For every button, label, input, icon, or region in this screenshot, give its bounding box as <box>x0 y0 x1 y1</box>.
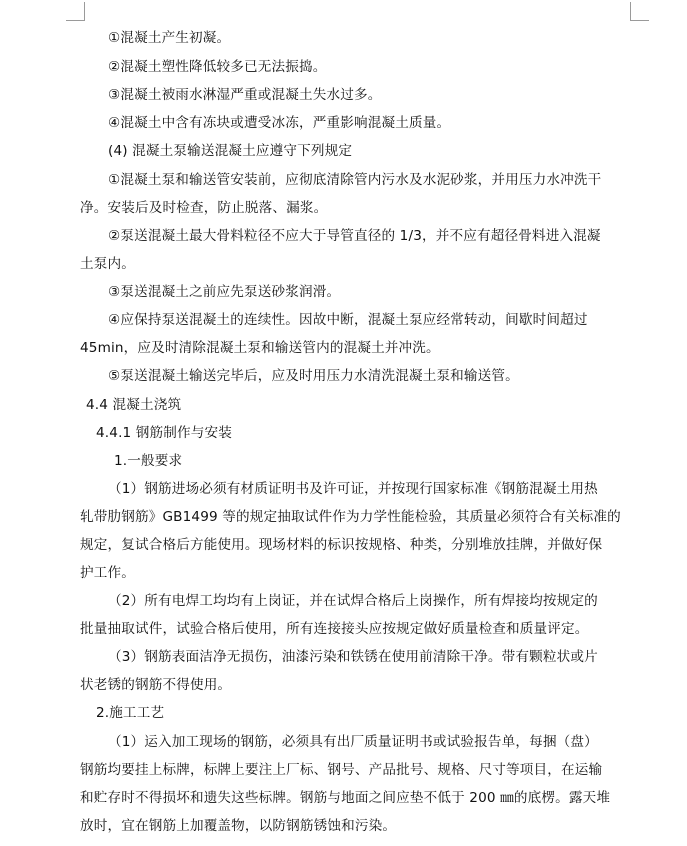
text-line: （2）所有电焊工均均有上岗证，并在试焊合格后上岗操作，所有焊接均按规定的 <box>108 593 598 609</box>
text-line: ③泵送混凝土之前应先泵送砂浆润滑。 <box>108 284 341 300</box>
text-line: ②混凝土塑性降低较多已无法振捣。 <box>108 59 327 75</box>
text-line: 护工作。 <box>80 565 135 581</box>
text-line: ①混凝土产生初凝。 <box>108 30 231 46</box>
subsection-heading: 1.一般要求 <box>114 453 183 469</box>
section-heading: 4.4 混凝土浇筑 <box>86 397 182 413</box>
text-line: ④应保持泵送混凝土的连续性。因故中断，混凝土泵应经常转动，间歇时间超过 <box>108 312 588 328</box>
text-line: ①混凝土泵和输送管安装前，应彻底清除管内污水及水泥砂浆，并用压力水冲洗干 <box>108 172 602 188</box>
text-line: ②泵送混凝土最大骨料粒径不应大于导管直径的 1/3，并不应有超径骨料进入混凝 <box>108 228 601 244</box>
text-line: 规定，复试合格后方能使用。现场材料的标识按规格、种类，分别堆放挂牌，并做好保 <box>80 537 603 553</box>
text-line: ⑤泵送混凝土输送完毕后，应及时用压力水清洗混凝土泵和输送管。 <box>108 368 519 384</box>
text-line: 和贮存时不得损坏和遗失这些标牌。钢筋与地面之间应垫不低于 200 ㎜的底楞。露天堆 <box>80 790 611 806</box>
text-line: ③混凝土被雨水淋湿严重或混凝土失水过多。 <box>108 87 382 103</box>
text-line: ④混凝土中含有冻块或遭受冰冻，严重影响混凝土质量。 <box>108 115 451 131</box>
text-line: 土泵内。 <box>80 256 135 272</box>
section-heading: (4) 混凝土泵输送混凝土应遵守下列规定 <box>108 143 353 159</box>
text-line: 放时，宜在钢筋上加覆盖物，以防钢筋锈蚀和污染。 <box>80 818 397 834</box>
text-line: 钢筋均要挂上标牌，标牌上要注上厂标、钢号、产品批号、规格、尺寸等项目，在运输 <box>80 762 603 778</box>
text-line: 净。安装后及时检查，防止脱落、漏浆。 <box>80 200 328 216</box>
text-line: （3）钢筋表面洁净无损伤，油漆污染和铁锈在使用前清除干净。带有颗粒状或片 <box>108 649 598 665</box>
text-line: 轧带肋钢筋》GB1499 等的规定抽取试件作为力学性能检验，其质量必须符合有关标准的 <box>80 509 621 525</box>
text-line: 状老锈的钢筋不得使用。 <box>80 677 232 693</box>
text-line: 批量抽取试件，试验合格后使用，所有连接接头应按规定做好质量检查和质量评定。 <box>80 621 589 637</box>
subsection-heading: 2.施工工艺 <box>96 705 165 721</box>
text-line: （1）钢筋进场必须有材质证明书及许可证，并按现行国家标准《钢筋混凝土用热 <box>108 481 598 497</box>
text-line: （1）运入加工现场的钢筋，必须具有出厂质量证明书或试验报告单，每捆（盘） <box>108 734 598 750</box>
text-line: 45min，应及时清除混凝土泵和输送管内的混凝土并冲洗。 <box>80 340 440 356</box>
subsection-heading: 4.4.1 钢筋制作与安装 <box>96 425 233 441</box>
